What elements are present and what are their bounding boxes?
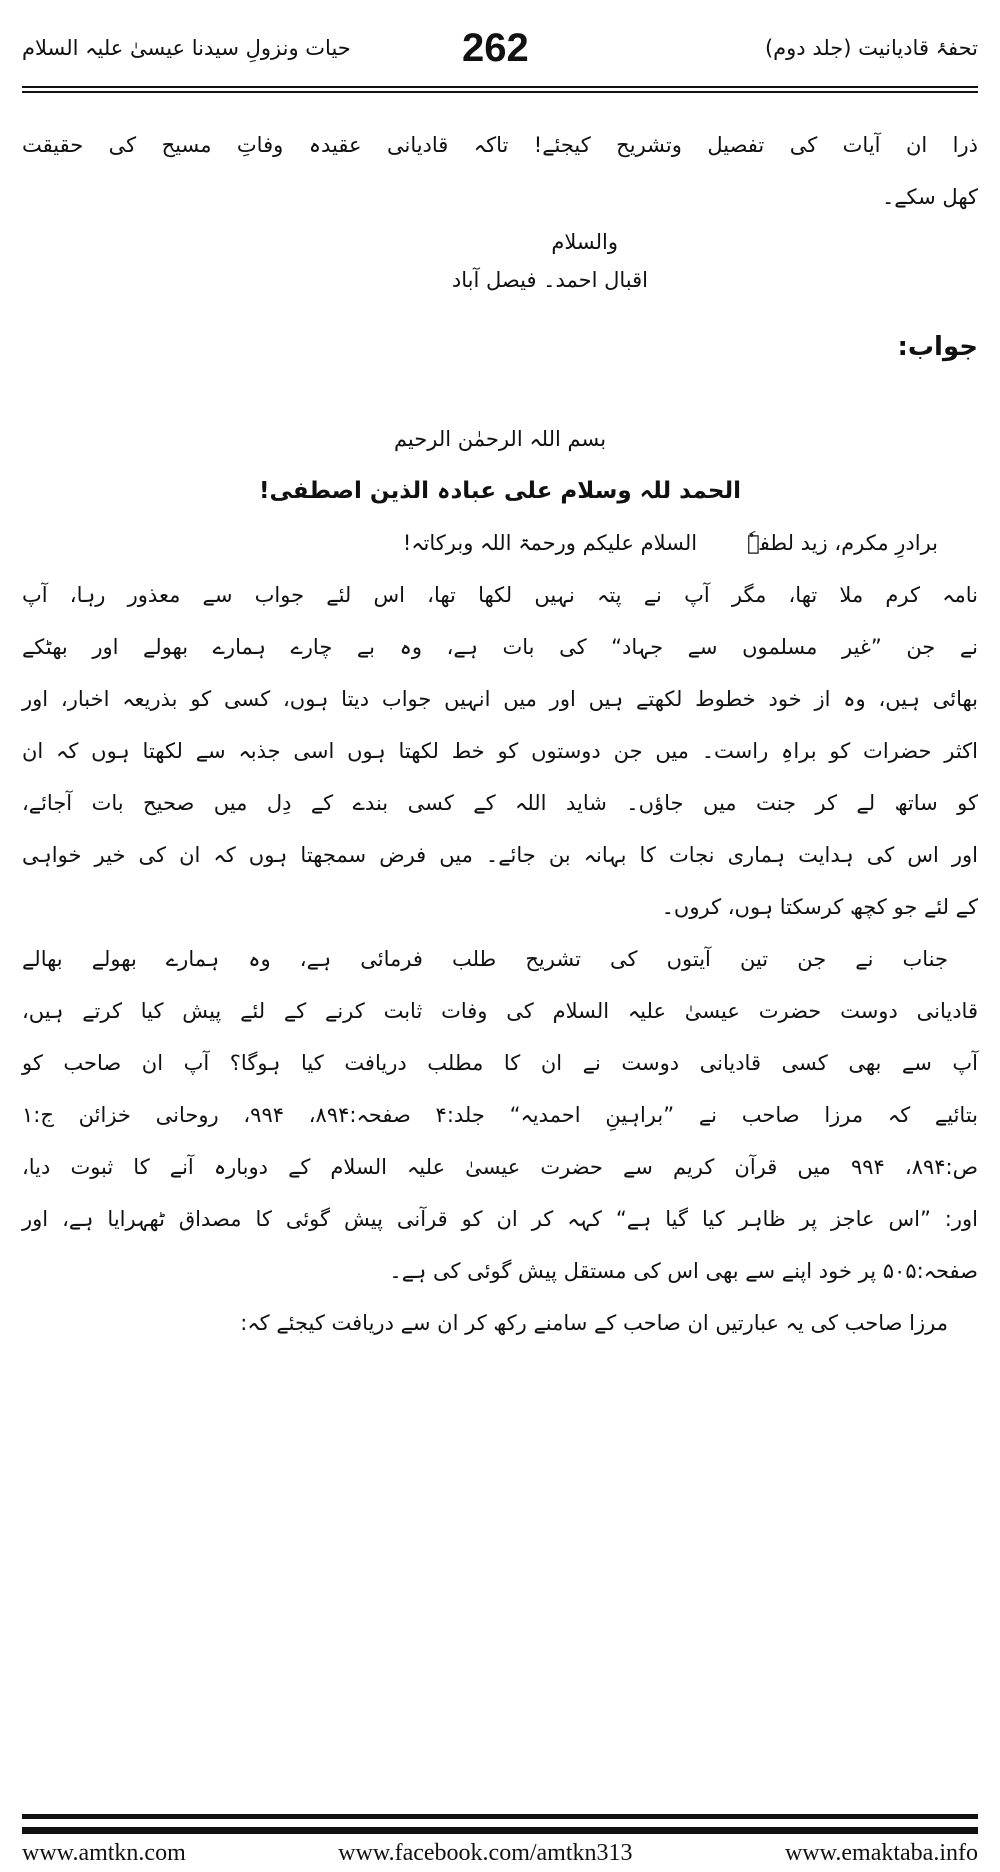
- body-line: نامہ کرم ملا تھا، مگر آپ نے پتہ نہیں لکھا تھا، اس لئے جواب سے معذور رہا، آپ: [22, 583, 979, 607]
- letter-line: کھل سکے۔: [881, 185, 978, 209]
- body-line: کو ساتھ لے کر جنت میں جاؤں۔ شاید اللہ کے کسی بندے کے دِل میں صحیح بات آجائے،: [22, 791, 978, 815]
- page-content: [22, 119, 978, 1349]
- chapter-title: حیات ونزولِ سیدنا عیسیٰ علیہ السلام: [22, 36, 351, 60]
- footer-rule: [22, 1827, 978, 1834]
- salutation-addressee: برادرِ مکرم، زید لطفہٗ: [747, 531, 938, 555]
- book-title: تحفۂ قادیانیت (جلد دوم): [764, 36, 978, 60]
- body-line: آپ سے بھی کسی قادیانی دوست نے ان کا مطلب دریافت کیا ہوگا؟ آپ ان صاحب کو: [22, 1051, 978, 1075]
- page-header: [22, 22, 978, 82]
- letter-signature: اقبال احمد۔ فیصل آباد: [451, 268, 648, 292]
- body-line: ص:۸۹۴، ۹۹۴ میں قرآن کریم سے حضرت عیسیٰ علیہ السلام کے دوبارہ آنے کا ثبوت دیا،: [22, 1155, 978, 1179]
- bismillah: بسم اللہ الرحمٰن الرحیم: [393, 427, 607, 451]
- answer-heading: جواب:: [897, 332, 978, 362]
- footer-link-facebook[interactable]: www.facebook.com/amtkn313: [338, 1840, 633, 1866]
- body-line: کے لئے جو کچھ کرسکتا ہوں، کروں۔: [661, 895, 978, 919]
- body-line: اکثر حضرات کو براہِ راست۔ میں جن دوستوں کو خط لکھتا ہوں اسی جذبہ سے لکھتا ہوں کہ ان: [22, 739, 978, 763]
- body-line: اور اس کی ہدایت ہماری نجات کا بہانہ بن جائے۔ میں فرض سمجھتا ہوں کہ ان کی خیر خواہی: [22, 843, 978, 867]
- footer-rule: [22, 1814, 978, 1819]
- letter-line: ذرا ان آیات کی تفصیل وتشریح کیجئے! تاکہ قادیانی عقیدہ وفاتِ مسیح کی حقیقت: [22, 133, 978, 157]
- body-line: جناب نے جن تین آیتوں کی تشریح طلب فرمائی ہے، وہ ہمارے بھولے بھالے: [22, 947, 948, 971]
- salutation: [22, 517, 978, 569]
- body-line: بھائی ہیں، وہ از خود خطوط لکھتے ہیں اور میں انہیں جواب دیتا ہوں، کسی کو بذریعہ اخبار، اور: [22, 687, 978, 711]
- hamd: الحمد للہ وسلام علی عبادہ الذین اصطفی!: [259, 478, 741, 504]
- body-line: نے جن ”غیر مسلموں سے جہاد“ کی بات ہے، وہ بے چارے ہمارے بھولے اور بھٹکے: [22, 635, 978, 659]
- body-line: بتائیے کہ مرزا صاحب نے ”براہینِ احمدیہ“ جلد:۴ صفحہ:۸۹۴، ۹۹۴، روحانی خزائن ج:۱: [22, 1103, 978, 1127]
- footer-link-amtkn[interactable]: www.amtkn.com: [22, 1840, 186, 1866]
- salutation-greeting: السلام علیکم ورحمۃ اللہ وبرکاتہ!: [402, 531, 698, 555]
- body-line: قادیانی دوست حضرت عیسیٰ علیہ السلام کی وفات ثابت کرنے کے لئے پیش کیا کرتے ہیں،: [22, 999, 978, 1023]
- footer-area: [22, 1814, 978, 1867]
- header-rule: [22, 86, 978, 88]
- body-line: صفحہ:۵۰۵ پر خود اپنے سے بھی اس کی مستقل پیش گوئی کی ہے۔: [389, 1259, 978, 1283]
- body-line: مرزا صاحب کی یہ عبارتیں ان صاحب کے سامنے رکھ کر ان سے دریافت کیجئے کہ:: [240, 1311, 948, 1335]
- header-rule: [22, 91, 978, 93]
- letter-closing: والسلام: [551, 230, 618, 254]
- footer-link-emaktaba[interactable]: www.emaktaba.info: [784, 1840, 978, 1866]
- page-number: 262: [462, 26, 529, 70]
- body-line: اور: ”اس عاجز پر ظاہر کیا گیا ہے“ کہہ کر ان کو قرآنی پیش گوئی کا مصداق ٹھہرایا ہے، اور: [22, 1207, 978, 1231]
- footer: [22, 1840, 978, 1867]
